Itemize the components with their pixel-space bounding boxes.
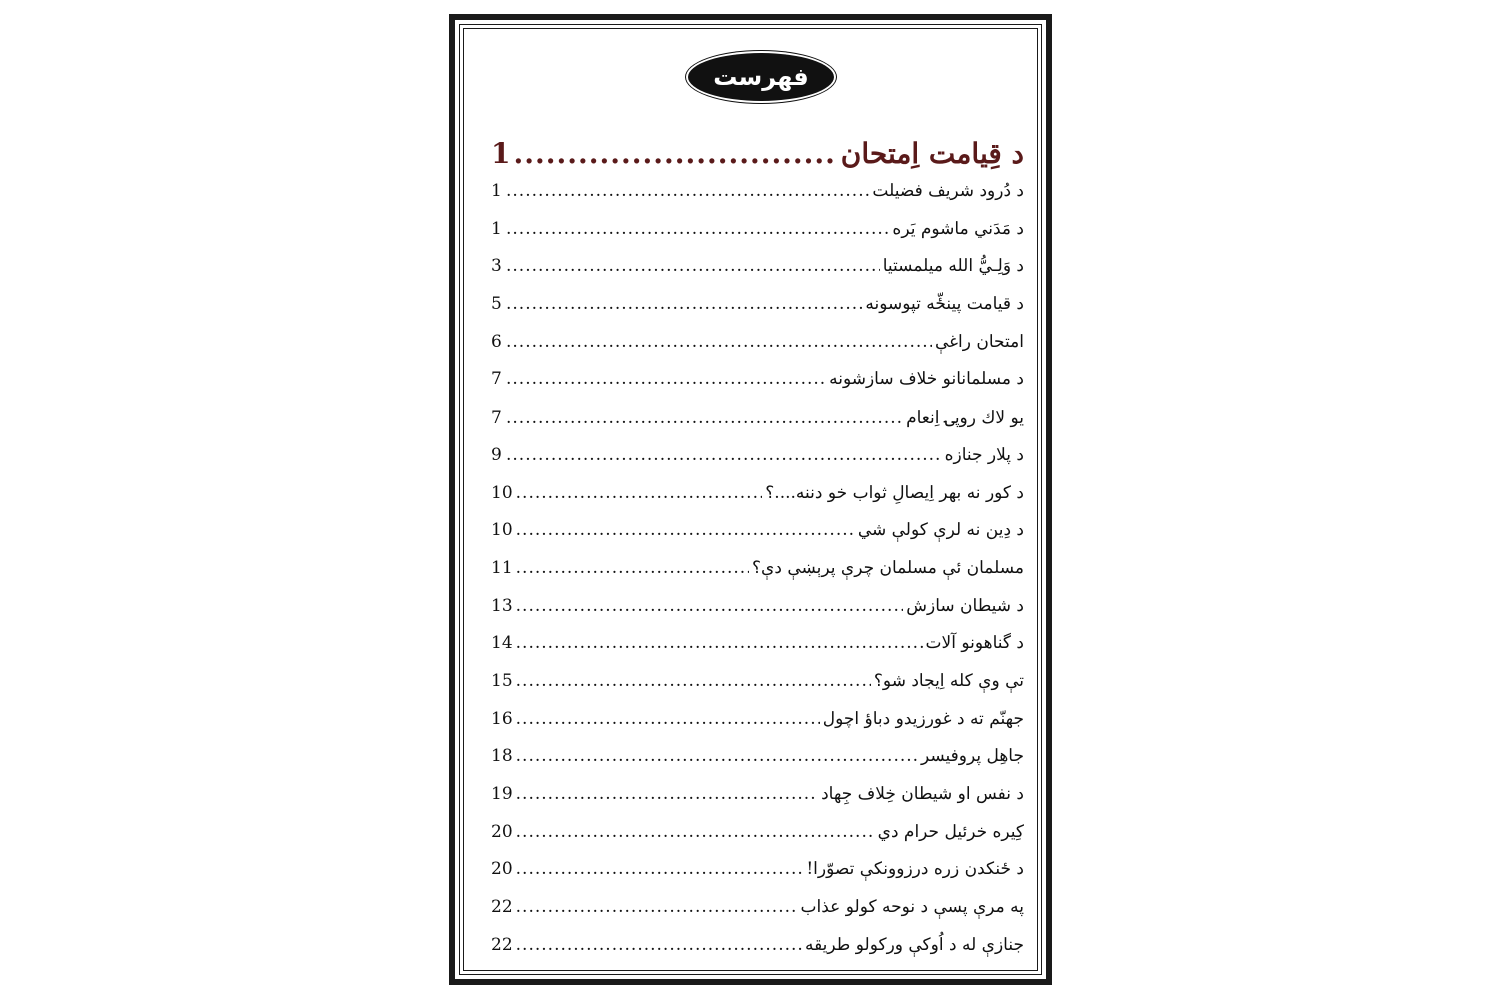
toc-entry[interactable]	[491, 784, 1024, 822]
toc-leader-dots	[516, 671, 871, 691]
toc-leader-dots	[516, 746, 918, 766]
toc-entry[interactable]	[491, 859, 1024, 897]
toc-entry-page: 6	[491, 331, 502, 352]
toc-entry-title: د مَدَني ماشوم يَره	[892, 218, 1024, 239]
toc-leader-dots	[506, 181, 869, 201]
toc-entry[interactable]	[491, 294, 1024, 332]
toc-leader-dots	[516, 935, 802, 955]
toc-entry-page: 9	[491, 444, 502, 465]
toc-entry[interactable]	[491, 633, 1024, 671]
toc-entry-page: 10	[491, 482, 513, 503]
toc-leader-dots	[516, 558, 749, 578]
toc-entry-title: تې وې كله اِيجاد شو؟	[873, 670, 1024, 691]
toc-leader-dots	[516, 483, 763, 503]
toc-leader-dots	[516, 897, 798, 917]
toc-entry[interactable]	[491, 897, 1024, 935]
toc-entry-title: مسلمان ئې مسلمان چرې پرېښې دې؟	[752, 557, 1024, 578]
toc-entry-page: 13	[491, 595, 513, 616]
toc-entry-page: 14	[491, 633, 513, 654]
document-page	[449, 14, 1052, 985]
toc-entry[interactable]	[491, 558, 1024, 596]
toc-entry-title: امتحان راغې	[935, 331, 1024, 352]
toc-entry-title: د شيطان سازش	[906, 595, 1024, 616]
toc-leader-dots	[506, 219, 889, 239]
toc-main-entry[interactable]	[491, 125, 1024, 181]
toc-leader-dots	[516, 520, 855, 540]
toc-entry-title: د ځنكدن زره درزوونكې تصوّرا!	[806, 859, 1024, 880]
toc-leader-dots	[506, 408, 903, 428]
toc-entry[interactable]	[491, 746, 1024, 784]
toc-leader-dots	[506, 332, 932, 352]
toc-leader-dots	[516, 822, 875, 842]
toc-leader-dots	[516, 784, 818, 804]
toc-leader-dots	[516, 859, 804, 879]
toc-entry-title: د دِين نه لرې كولې شي	[857, 520, 1024, 541]
toc-entry-title: په مرې پسې د نوحه كولو عذاب	[800, 897, 1024, 918]
toc-leader-dots	[506, 445, 942, 465]
toc-entry-page: 16	[491, 708, 513, 729]
page-title: فهرست	[713, 63, 809, 91]
toc-entry-page: 1	[491, 136, 511, 170]
toc-entry-page: 22	[491, 897, 513, 918]
toc-entry[interactable]	[491, 671, 1024, 709]
toc-entry-title: د وَلِـيُّ الله ميلمستيا	[882, 256, 1024, 277]
title-badge	[688, 53, 834, 101]
toc-entry-page: 1	[491, 218, 502, 239]
toc-entry[interactable]	[491, 332, 1024, 370]
toc-leader-dots	[516, 709, 820, 729]
table-of-contents	[491, 125, 1024, 972]
toc-entry-title: د قِيامت اِمتحان	[840, 136, 1024, 170]
toc-leader-dots	[516, 596, 904, 616]
toc-entry-title: د دُرود شریف فضیلت	[872, 181, 1024, 201]
toc-entry[interactable]	[491, 822, 1024, 860]
toc-entry[interactable]	[491, 181, 1024, 219]
toc-entry[interactable]	[491, 709, 1024, 747]
toc-entry-title: كِيره خرئيل حرام دي	[877, 821, 1024, 842]
toc-leader-dots	[516, 633, 923, 653]
toc-entry-page: 15	[491, 670, 513, 691]
toc-entry[interactable]	[491, 256, 1024, 294]
toc-leader-dots	[506, 369, 826, 389]
toc-entry[interactable]	[491, 935, 1024, 973]
toc-entry-title: د گناهونو آلات	[925, 633, 1024, 654]
toc-entries	[491, 181, 1024, 972]
toc-entry-title: جهنّم ته د غورزيدو دباؤ اچول	[822, 708, 1024, 729]
toc-entry[interactable]	[491, 520, 1024, 558]
toc-entry[interactable]	[491, 369, 1024, 407]
toc-entry-page: 1	[491, 181, 502, 201]
toc-entry-page: 7	[491, 408, 502, 429]
toc-leader-dots	[506, 256, 880, 276]
toc-entry[interactable]	[491, 445, 1024, 483]
toc-entry-page: 10	[491, 520, 513, 541]
toc-entry-title: يو لاك روپۍ اِنعام	[906, 408, 1024, 429]
toc-entry-title: د قيامت پينځّه تپوسونه	[865, 294, 1024, 315]
toc-entry-page: 18	[491, 746, 513, 767]
toc-entry-title: د مسلمانانو خلاف سازشونه	[829, 369, 1024, 390]
toc-entry-page: 22	[491, 934, 513, 955]
toc-entry-title: جاهِل پروفيسر	[920, 746, 1024, 767]
toc-leader-dots	[506, 294, 862, 314]
toc-entry-title: د نفس او شيطان خِلاف جِهاد	[821, 784, 1024, 804]
toc-entry-page: 3	[491, 256, 502, 277]
toc-entry-title: د پلار جنازه	[944, 444, 1024, 465]
toc-entry[interactable]	[491, 483, 1024, 521]
toc-entry[interactable]	[491, 219, 1024, 257]
toc-entry-title: د كور نه بهر اِيصالِ ثواب خو دننه....؟	[765, 482, 1024, 503]
toc-entry-page: 7	[491, 369, 502, 390]
toc-entry-page: 11	[491, 557, 513, 578]
toc-entry-page: 20	[491, 859, 513, 880]
toc-leader-dots	[513, 137, 837, 170]
toc-entry-page: 19	[491, 784, 513, 804]
toc-entry-title: جنازې له د اُوكې وركولو طريقه	[804, 934, 1024, 955]
toc-entry[interactable]	[491, 407, 1024, 445]
toc-entry-page: 5	[491, 294, 502, 315]
toc-entry[interactable]	[491, 596, 1024, 634]
toc-entry-page: 20	[491, 821, 513, 842]
